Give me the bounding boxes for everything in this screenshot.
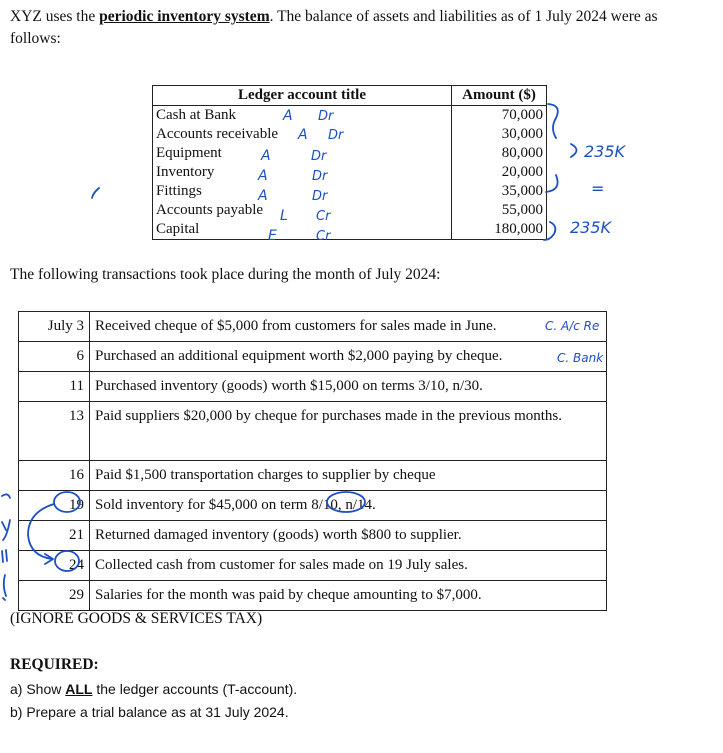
- ledger-title: Inventory: [153, 163, 452, 182]
- row2-note: C. Bank: [557, 351, 604, 365]
- margin-scribble: [2, 494, 10, 498]
- mark-a: A: [258, 188, 268, 204]
- mark-dr: Dr: [328, 128, 344, 143]
- mark-dr: Dr: [318, 109, 334, 124]
- ledger-amount: 55,000: [452, 201, 547, 220]
- ledger-header-row: [153, 86, 547, 106]
- ledger-row: [153, 106, 547, 126]
- row1-note: C. A/c Re: [545, 319, 600, 333]
- ledger-amount: 35,000: [452, 182, 547, 201]
- transaction-text: Purchased inventory (goods) worth $15,000 on terms 3/10, n/30.: [90, 372, 607, 402]
- transaction-row: [19, 581, 607, 611]
- ledger-row: [153, 201, 547, 220]
- ledger-title: Equipment: [153, 144, 452, 163]
- brace-middle: [571, 144, 577, 157]
- ledger-header-amount: Amount ($): [452, 86, 547, 106]
- brace-bottom: [546, 175, 558, 192]
- ledger-row: [153, 144, 547, 163]
- transaction-row: [19, 312, 607, 342]
- item-a-prefix: a) Show: [10, 681, 66, 697]
- ignore-gst-note: (IGNORE GOODS & SERVICES TAX): [10, 610, 263, 627]
- ledger-title: Accounts receivable: [153, 125, 452, 144]
- intro-highlight: periodic inventory system: [99, 8, 270, 25]
- ledger-title: Fittings: [153, 182, 452, 201]
- item-a-bold: ALL: [65, 681, 93, 697]
- margin-scribble: [2, 550, 7, 562]
- mark-dr: Dr: [312, 169, 328, 184]
- transaction-date: 6: [19, 342, 90, 372]
- transaction-date: 19: [19, 491, 90, 521]
- transaction-text: Paid suppliers $20,000 by cheque for purchases made in the previous months.: [90, 402, 607, 461]
- ledger-header-title: Ledger account title: [153, 86, 452, 106]
- transaction-date: 24: [19, 551, 90, 581]
- ledger-amount: 30,000: [452, 125, 547, 144]
- transaction-date: 16: [19, 461, 90, 491]
- transaction-text: Collected cash from customer for sales made on 19 July sales.: [90, 551, 607, 581]
- transaction-row: [19, 342, 607, 372]
- mark-dr: Dr: [311, 149, 327, 164]
- item-a-suffix: the ledger accounts (T-account).: [92, 681, 298, 697]
- intro-text-2: . The balance of assets and liabilities as of 1 July 2024 were as follows:: [10, 8, 658, 47]
- transaction-date: 29: [19, 581, 90, 611]
- mark-a: A: [258, 168, 268, 184]
- transaction-text: Purchased an additional equipment worth $2,000 paying by cheque.: [90, 342, 607, 372]
- transaction-row: [19, 402, 607, 461]
- transaction-text: Returned damaged inventory (goods) worth $800 to supplier.: [90, 521, 607, 551]
- transaction-date: 11: [19, 372, 90, 402]
- transaction-row: [19, 521, 607, 551]
- mark-cr: Cr: [316, 209, 331, 224]
- tick-mark: [92, 188, 99, 198]
- required-item-a: [10, 681, 297, 697]
- margin-scribble: [3, 575, 6, 600]
- required-heading: REQUIRED:: [10, 656, 99, 673]
- transaction-text: Received cheque of $5,000 from customers for sales made in June.: [90, 312, 607, 342]
- intro-paragraph: [10, 6, 710, 50]
- ledger-title: Accounts payable: [153, 201, 452, 220]
- transaction-row: [19, 551, 607, 581]
- transaction-text: Sold inventory for $45,000 on term 8/10, n/14.: [90, 491, 607, 521]
- transaction-text: Paid $1,500 transportation charges to supplier by cheque: [90, 461, 607, 491]
- total-top: 235K: [584, 142, 626, 161]
- ledger-table: [152, 85, 547, 240]
- mark-e: E: [268, 228, 277, 244]
- mark-a: A: [261, 148, 271, 164]
- mark-a: A: [298, 127, 308, 143]
- ledger-title: Capital: [153, 220, 452, 240]
- transaction-row: [19, 491, 607, 521]
- margin-scribble: [2, 520, 10, 540]
- required-item-b: b) Prepare a trial balance as at 31 July 2024.: [10, 704, 289, 720]
- ledger-amount: 180,000: [452, 220, 547, 240]
- ledger-row: [153, 220, 547, 240]
- ledger-amount: 70,000: [452, 106, 547, 126]
- ledger-amount: 80,000: [452, 144, 547, 163]
- ledger-row: [153, 182, 547, 201]
- transaction-date: 21: [19, 521, 90, 551]
- mark-a: A: [283, 108, 293, 124]
- transaction-date: 13: [19, 402, 90, 461]
- transactions-table: [18, 311, 607, 611]
- transactions-intro: The following transactions took place during the month of July 2024:: [10, 266, 441, 283]
- transaction-text: Salaries for the month was paid by cheque amounting to $7,000.: [90, 581, 607, 611]
- transaction-date: July 3: [19, 312, 90, 342]
- mark-dr: Dr: [312, 189, 328, 204]
- brace-top: [548, 104, 558, 138]
- mark-l: L: [280, 208, 288, 224]
- transaction-row: [19, 372, 607, 402]
- total-bottom: 235K: [570, 218, 612, 237]
- ledger-row: [153, 125, 547, 144]
- intro-text-1: XYZ uses the: [10, 8, 100, 25]
- ledger-title: Cash at Bank: [153, 106, 452, 126]
- transaction-row: [19, 461, 607, 491]
- equals-sign: =: [591, 179, 605, 198]
- mark-cr: Cr: [316, 229, 331, 244]
- ledger-amount: 20,000: [452, 163, 547, 182]
- ledger-row: [153, 163, 547, 182]
